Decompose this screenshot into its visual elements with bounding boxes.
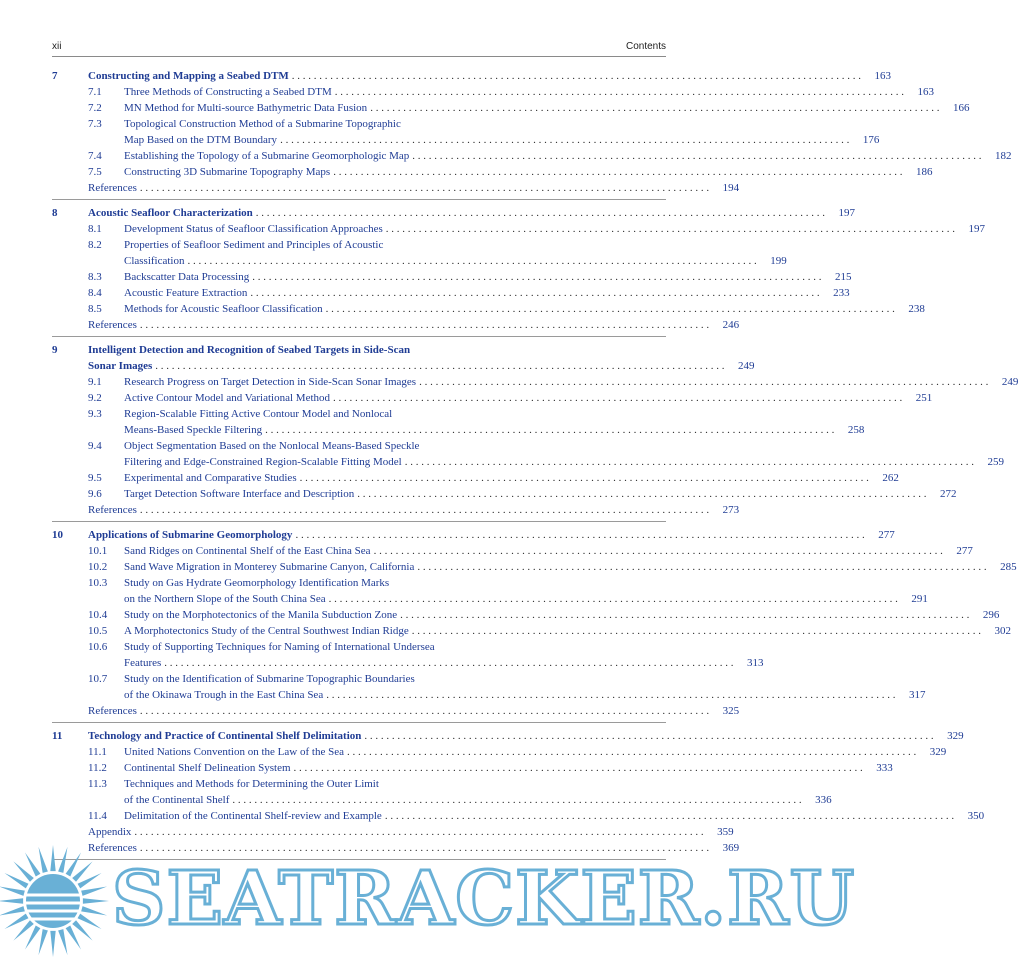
toc-title: Sand Ridges on Continental Shelf of the East China Sea <box>124 545 371 557</box>
toc-leader-dots <box>300 470 869 486</box>
chapter-entry[interactable] <box>52 527 895 543</box>
toc-page-number: 291 <box>911 593 928 605</box>
section-entry-continued[interactable] <box>52 454 1004 470</box>
toc-page-number: 359 <box>717 826 734 838</box>
toc-page-number: 182 <box>995 150 1012 162</box>
toc-leader-dots <box>326 687 895 703</box>
toc-number: 8.4 <box>88 287 102 299</box>
toc-title: of the Okinawa Trough in the East China Sea <box>124 689 324 701</box>
section-entry[interactable] <box>52 438 666 454</box>
section-entry[interactable] <box>52 285 850 301</box>
toc-leader-dots <box>347 744 916 760</box>
toc-number: 11.1 <box>88 746 107 758</box>
section-entry[interactable] <box>52 639 666 655</box>
toc-number: 9.1 <box>88 376 102 388</box>
toc-leader-dots <box>140 703 709 719</box>
toc-number: 10.2 <box>88 561 108 573</box>
section-entry-continued[interactable] <box>52 591 928 607</box>
toc-number: 11.3 <box>88 778 107 790</box>
toc-title: Acoustic Feature Extraction <box>124 287 248 299</box>
toc-title: Methods for Acoustic Seafloor Classification <box>124 303 323 315</box>
toc-leader-dots <box>333 164 902 180</box>
section-entry[interactable] <box>52 607 1000 623</box>
toc-page-number: 249 <box>1001 376 1018 388</box>
chapter-entry[interactable] <box>52 728 964 744</box>
section-entry[interactable] <box>52 776 666 792</box>
toc-leader-dots <box>164 655 733 671</box>
toc-title: Study on the Identification of Submarine Topographic Boundaries <box>124 673 415 685</box>
references-entry[interactable] <box>52 703 740 719</box>
toc-number: 7.1 <box>88 86 102 98</box>
toc-title: Continental Shelf Delineation System <box>124 762 291 774</box>
toc-number: 10.5 <box>88 625 108 637</box>
toc-chapter-block <box>52 527 1017 723</box>
toc-number: 10.1 <box>88 545 108 557</box>
toc-title: Target Detection Software Interface and Description <box>124 488 355 500</box>
toc-title: Object Segmentation Based on the Nonlocal Means-Based Speckle <box>124 440 420 452</box>
toc-title: Backscatter Data Processing <box>124 271 250 283</box>
toc-leader-dots <box>412 148 981 164</box>
toc-number: 8.2 <box>88 239 102 251</box>
toc-leader-dots <box>188 253 757 269</box>
running-title: Contents <box>625 41 666 52</box>
toc-leader-dots <box>385 808 954 824</box>
toc-number: 10.3 <box>88 577 108 589</box>
toc-number: 8.1 <box>88 223 102 235</box>
toc-title: Applications of Submarine Geomorphology <box>88 529 293 541</box>
references-entry[interactable] <box>52 502 740 518</box>
toc-number: 9.5 <box>88 472 102 484</box>
toc-page-number: 277 <box>956 545 973 557</box>
toc-number: 10 <box>52 529 63 541</box>
toc-title: Intelligent Detection and Recognition of Seabed Targets in Side-Scan <box>88 344 411 356</box>
section-entry-continued[interactable] <box>52 687 926 703</box>
toc-title: Delimitation of the Continental Shelf-review and Example <box>124 810 382 822</box>
toc-page-number: 333 <box>876 762 893 774</box>
toc-leader-dots <box>417 559 986 575</box>
toc-page-number: 251 <box>915 392 933 404</box>
section-entry[interactable] <box>52 808 985 824</box>
toc-title: Properties of Seafloor Sediment and Principles of Acoustic <box>124 239 384 251</box>
toc-page-number: 215 <box>834 271 852 283</box>
section-entry[interactable] <box>52 164 933 180</box>
table-of-contents <box>52 68 1018 865</box>
toc-title: MN Method for Multi-source Bathymetric Data Fusion <box>124 102 368 114</box>
toc-number: 8 <box>52 207 58 219</box>
toc-page-number: 197 <box>968 223 985 235</box>
toc-page-number: 317 <box>908 689 926 701</box>
page-number: xii <box>52 41 62 52</box>
toc-title: Study on the Morphotectonics of the Manila Subduction Zone <box>124 609 398 621</box>
toc-leader-dots <box>412 623 981 639</box>
toc-leader-dots <box>386 221 955 237</box>
toc-page-number: 194 <box>722 182 740 194</box>
section-entry[interactable] <box>52 374 1018 390</box>
section-entry[interactable] <box>52 559 1017 575</box>
section-entry[interactable] <box>52 148 1012 164</box>
section-entry[interactable] <box>52 543 973 559</box>
toc-number: 9.6 <box>88 488 102 500</box>
section-entry[interactable] <box>52 116 666 132</box>
toc-title: Technology and Practice of Continental Shelf Delimitation <box>88 730 362 742</box>
toc-title: Experimental and Comparative Studies <box>124 472 297 484</box>
toc-leader-dots <box>364 728 933 744</box>
toc-title: A Morphotectonics Study of the Central Southwest Indian Ridge <box>124 625 409 637</box>
toc-title: Map Based on the DTM Boundary <box>124 134 278 146</box>
section-entry[interactable] <box>52 406 666 422</box>
toc-page-number: 238 <box>908 303 925 315</box>
toc-page-number: 163 <box>917 86 934 98</box>
section-entry[interactable] <box>52 269 852 285</box>
toc-title: Sonar Images <box>88 360 153 372</box>
toc-page-number: 285 <box>1000 561 1017 573</box>
toc-leader-dots <box>333 390 902 406</box>
toc-leader-dots <box>140 180 709 196</box>
references-entry[interactable] <box>52 317 740 333</box>
toc-number: 7.3 <box>88 118 102 130</box>
toc-number: 11 <box>52 730 63 742</box>
toc-title: Features <box>124 657 162 669</box>
toc-title: Three Methods of Constructing a Seabed DTM <box>124 86 332 98</box>
toc-number: 9 <box>52 344 58 356</box>
toc-title: Appendix <box>88 826 132 838</box>
section-entry[interactable] <box>52 301 925 317</box>
toc-page-number: 258 <box>847 424 865 436</box>
toc-number: 8.3 <box>88 271 102 283</box>
toc-page-number: 262 <box>882 472 899 484</box>
toc-page-number: 246 <box>722 319 740 331</box>
toc-number: 7.4 <box>88 150 102 162</box>
toc-title: United Nations Convention on the Law of the Sea <box>124 746 344 758</box>
toc-number: 10.6 <box>88 641 108 653</box>
toc-leader-dots <box>155 358 724 374</box>
toc-leader-dots <box>374 543 943 559</box>
toc-title: Constructing 3D Submarine Topography Maps <box>124 166 331 178</box>
toc-title: Topological Construction Method of a Submarine Topographic <box>124 118 401 130</box>
toc-leader-dots <box>419 374 988 390</box>
section-entry[interactable] <box>52 623 1011 639</box>
section-entry[interactable] <box>52 760 893 776</box>
toc-page-number: 369 <box>722 842 740 854</box>
toc-page-number: 302 <box>994 625 1011 637</box>
toc-title: References <box>88 842 137 854</box>
toc-page-number: 336 <box>815 794 832 806</box>
toc-number: 11.2 <box>88 762 107 774</box>
toc-title: Active Contour Model and Variational Method <box>124 392 331 404</box>
toc-chapter-block <box>52 342 1018 522</box>
section-entry-continued[interactable] <box>52 655 764 671</box>
toc-leader-dots <box>256 205 825 221</box>
toc-leader-dots <box>370 100 939 116</box>
toc-number: 9.4 <box>88 440 102 452</box>
toc-number: 8.5 <box>88 303 102 315</box>
toc-title: on the Northern Slope of the South China Sea <box>124 593 326 605</box>
toc-title: Sand Wave Migration in Monterey Submarine Canyon, California <box>124 561 415 573</box>
toc-leader-dots <box>405 454 974 470</box>
toc-title: Region-Scalable Fitting Active Contour Model and Nonlocal <box>124 408 393 420</box>
toc-leader-dots <box>140 502 709 518</box>
section-entry[interactable] <box>52 100 970 116</box>
toc-title: Techniques and Methods for Determining the Outer Limit <box>124 778 379 790</box>
toc-title: Acoustic Seafloor Characterization <box>88 207 253 219</box>
toc-leader-dots <box>329 591 898 607</box>
toc-page-number: 166 <box>952 102 970 114</box>
toc-title: Development Status of Seafloor Classification Approaches <box>124 223 383 235</box>
toc-page-number: 296 <box>982 609 1000 621</box>
toc-number: 11.4 <box>88 810 107 822</box>
section-entry[interactable] <box>52 744 947 760</box>
section-entry[interactable] <box>52 575 666 591</box>
toc-leader-dots <box>280 132 849 148</box>
toc-page-number: 329 <box>947 730 964 742</box>
page-header <box>52 38 666 57</box>
toc-page-number: 197 <box>838 207 856 219</box>
toc-page-number: 329 <box>929 746 947 758</box>
watermark-text: SEATRACKER.RU <box>112 856 856 942</box>
section-entry[interactable] <box>52 237 666 253</box>
toc-title: Study on Gas Hydrate Geomorphology Identification Marks <box>124 577 390 589</box>
toc-title: References <box>88 182 137 194</box>
sun-logo-icon <box>0 842 112 960</box>
toc-title: Filtering and Edge-Constrained Region-Scalable Fitting Model <box>124 456 402 468</box>
toc-page-number: 233 <box>833 287 850 299</box>
toc-title: Research Progress on Target Detection in Side-Scan Sonar Images <box>124 376 417 388</box>
toc-title: References <box>88 504 137 516</box>
references-entry[interactable] <box>52 180 740 196</box>
toc-page-number: 259 <box>987 456 1004 468</box>
toc-number: 10.7 <box>88 673 108 685</box>
chapter-entry[interactable] <box>52 205 856 221</box>
toc-number: 7.2 <box>88 102 102 114</box>
toc-page-number: 325 <box>722 705 740 717</box>
toc-number: 10.4 <box>88 609 108 621</box>
toc-leader-dots <box>335 84 904 100</box>
toc-leader-dots <box>292 68 861 84</box>
section-entry-continued[interactable] <box>52 792 832 808</box>
section-entry-continued[interactable] <box>52 132 880 148</box>
toc-page-number: 313 <box>747 657 764 669</box>
toc-title: References <box>88 705 137 717</box>
section-entry[interactable] <box>52 221 985 237</box>
toc-leader-dots <box>265 422 834 438</box>
toc-page-number: 163 <box>874 70 892 82</box>
toc-title: Means-Based Speckle Filtering <box>124 424 263 436</box>
section-entry[interactable] <box>52 390 933 406</box>
toc-leader-dots <box>252 269 821 285</box>
toc-page-number: 249 <box>738 360 755 372</box>
toc-title: of the Continental Shelf <box>124 794 230 806</box>
toc-page-number: 273 <box>722 504 740 516</box>
toc-title: Study of Supporting Techniques for Naming of International Undersea <box>124 641 435 653</box>
chapter-entry-continued[interactable] <box>52 358 755 374</box>
toc-leader-dots <box>357 486 926 502</box>
toc-leader-dots <box>250 285 819 301</box>
toc-chapter-block <box>52 68 1012 200</box>
toc-page-number: 199 <box>770 255 787 267</box>
toc-title: Constructing and Mapping a Seabed DTM <box>88 70 289 82</box>
toc-number: 7 <box>52 70 58 82</box>
toc-leader-dots <box>295 527 864 543</box>
toc-title: References <box>88 319 137 331</box>
toc-number: 9.2 <box>88 392 102 404</box>
toc-leader-dots <box>326 301 895 317</box>
toc-page-number: 272 <box>939 488 957 500</box>
toc-title: Establishing the Topology of a Submarine Geomorphologic Map <box>124 150 410 162</box>
toc-number: 7.5 <box>88 166 102 178</box>
section-entry-continued[interactable] <box>52 253 787 269</box>
toc-page-number: 186 <box>915 166 933 178</box>
section-entry[interactable] <box>52 486 957 502</box>
toc-title: Classification <box>124 255 185 267</box>
chapter-entry[interactable] <box>52 68 892 84</box>
toc-page-number: 176 <box>862 134 880 146</box>
toc-leader-dots <box>140 317 709 333</box>
toc-number: 9.3 <box>88 408 102 420</box>
toc-page-number: 350 <box>967 810 985 822</box>
section-entry-continued[interactable] <box>52 422 865 438</box>
toc-leader-dots <box>294 760 863 776</box>
section-entry[interactable] <box>52 84 934 100</box>
toc-chapter-block <box>52 205 985 337</box>
section-entry[interactable] <box>52 671 666 687</box>
toc-leader-dots <box>400 607 969 623</box>
chapter-entry[interactable] <box>52 342 666 358</box>
toc-page-number: 277 <box>878 529 895 541</box>
section-entry[interactable] <box>52 470 899 486</box>
toc-leader-dots <box>232 792 801 808</box>
